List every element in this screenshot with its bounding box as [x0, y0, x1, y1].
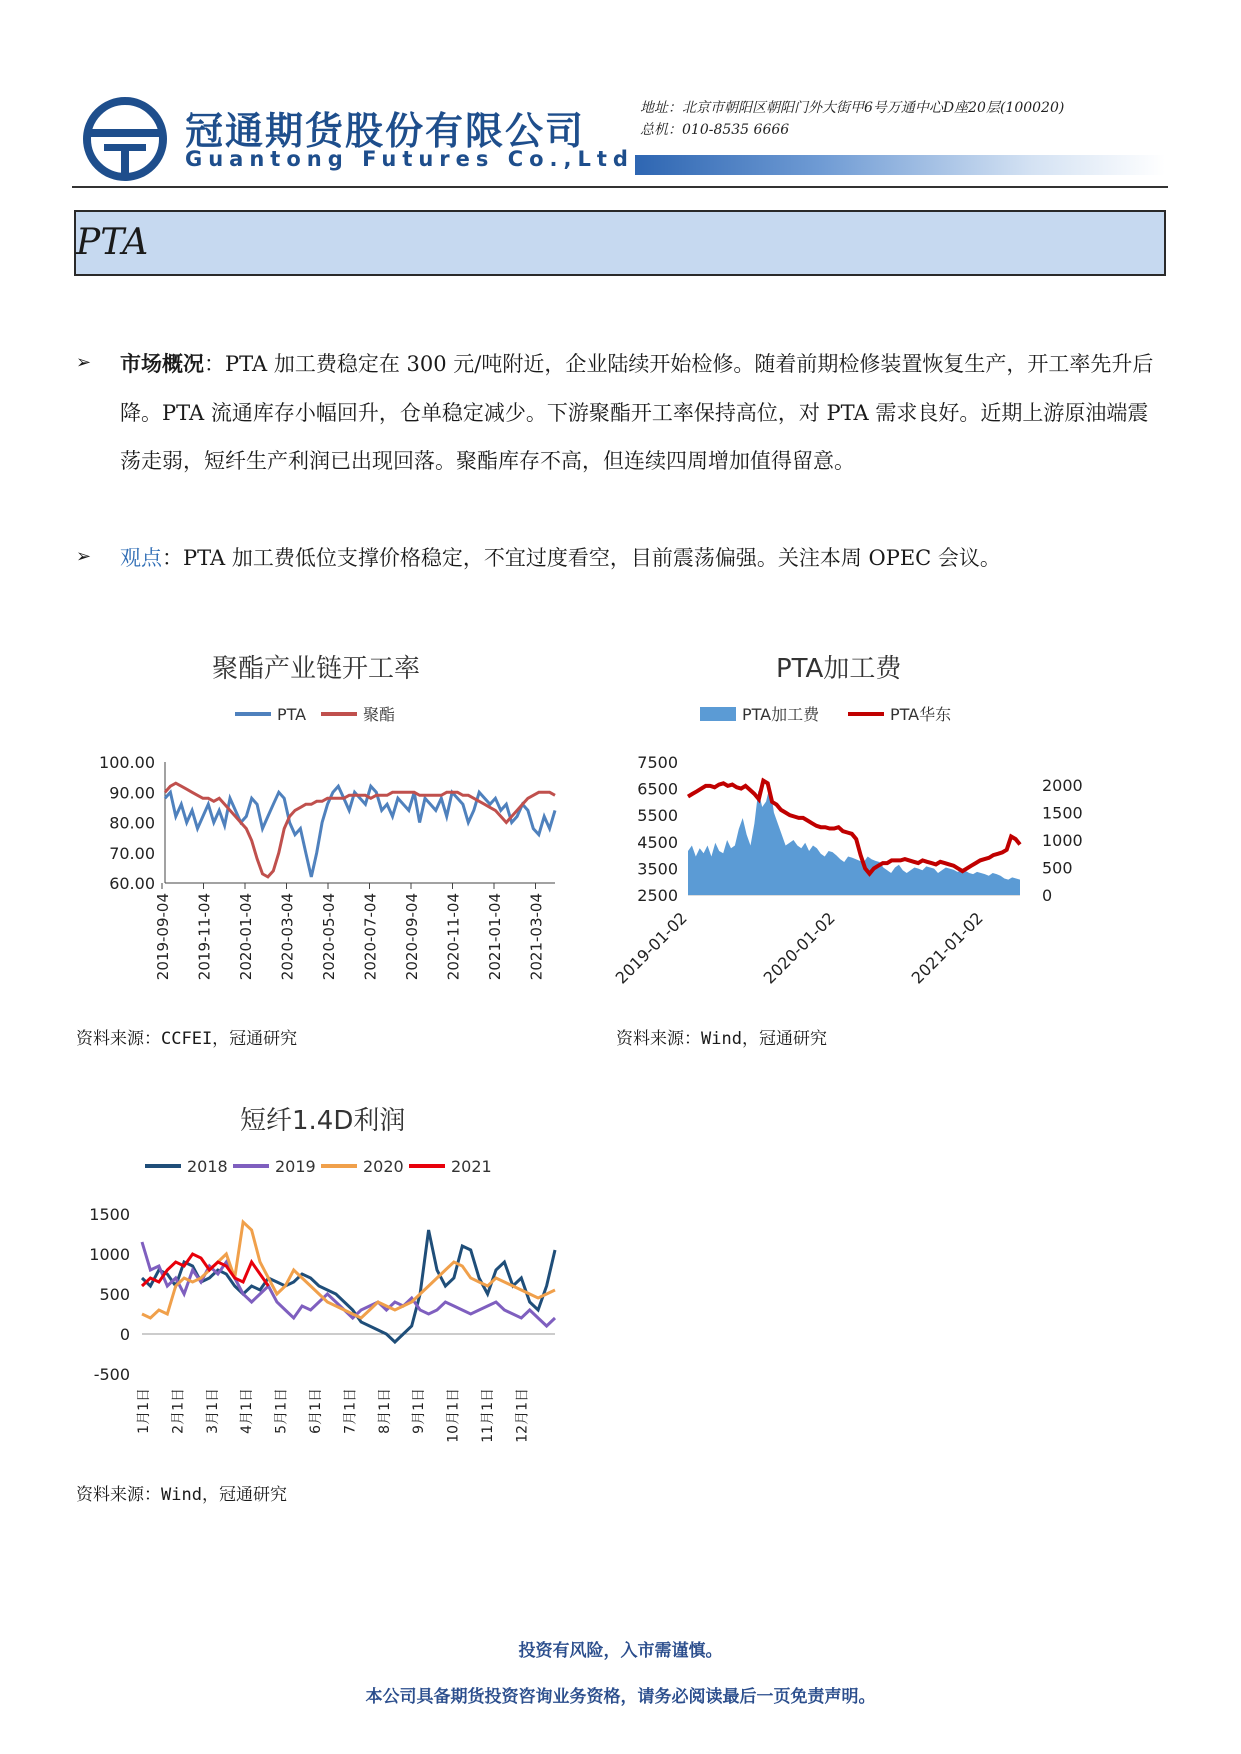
series-area-PTA加工费 [688, 785, 1020, 895]
legend-label: 2018 [187, 1157, 228, 1176]
x-tick-label: 2月1日 [170, 1388, 187, 1434]
series-line-PTA [165, 786, 555, 877]
x-tick-label: 2020-03-04 [278, 893, 297, 981]
y-left-tick-label: 5500 [637, 806, 678, 826]
x-tick-label: 2020-11-04 [444, 893, 463, 981]
y-right-tick-label: 0 [1042, 886, 1053, 905]
legend-label: PTA华东 [890, 705, 952, 724]
x-tick-label: 4月1日 [239, 1388, 256, 1434]
legend-label: PTA加工费 [742, 705, 820, 724]
series-line-2018 [142, 1230, 555, 1342]
y-left-tick-label: 4500 [637, 832, 678, 852]
chart2-title: PTA加工费 [776, 654, 902, 684]
bullet-icon: ➢ [76, 352, 92, 373]
legend-label: 2020 [363, 1157, 404, 1176]
x-tick-label: 8月1日 [376, 1388, 393, 1434]
x-tick-label: 2020-05-04 [320, 893, 338, 981]
y-left-tick-label: 6500 [637, 779, 678, 799]
x-tick-label: 9月1日 [411, 1388, 428, 1434]
market-overview-text: ：PTA 加工费稳定在 300 元/吨附近，企业陆续开始检修。随着前期检修装置恢复生产，开工率先升后降。PTA 流通库存小幅回升，仓单稳定减少。下游聚酯开工率保持高位，对 PTA 需求良好。近期上游原油端震荡走弱，短纤生产利润已出现回落。聚酯库存不高，但连续四周增加值得留意。 [120, 352, 1154, 473]
legend-swatch-0 [700, 707, 736, 721]
y-left-tick-label: 2500 [637, 886, 678, 905]
viewpoint-text: ：PTA 加工费低位支撑价格稳定，不宜过度看空，目前震荡偏强。关注本周 OPEC 会议。 [162, 546, 1001, 570]
x-tick-label: 2021-01-04 [486, 893, 504, 981]
y-right-tick-label: 2000 [1042, 776, 1083, 795]
legend-label: 2019 [275, 1157, 316, 1176]
chart3-title: 短纤1.4D利润 [240, 1106, 406, 1136]
y-left-tick-label: 3500 [637, 859, 678, 879]
legend-label: PTA [277, 705, 307, 724]
viewpoint-paragraph [120, 534, 1168, 583]
chart2-source: 资料来源：Wind，冠通研究 [616, 1029, 827, 1049]
chart1-source: 资料来源：CCFEI，冠通研究 [76, 1029, 298, 1049]
x-tick-label: 2020-07-04 [361, 893, 380, 981]
y-tick-label: 80.00 [109, 813, 155, 833]
y-tick-label: 70.00 [109, 843, 155, 863]
x-tick-label: 2021-01-02 [907, 908, 987, 988]
market-overview-paragraph [120, 340, 1168, 486]
x-tick-label: 2020-09-04 [403, 893, 421, 981]
company-address: 地址：北京市朝阳区朝阳门外大街甲6号万通中心D座20层(100020) [640, 100, 1065, 116]
chart1-operating-rate [70, 700, 590, 1010]
section-title: PTA [76, 222, 149, 263]
x-tick-label: 1月1日 [136, 1388, 152, 1434]
x-tick-label: 10月1日 [445, 1388, 462, 1443]
market-overview-lead: 市场概况 [120, 352, 204, 376]
bullet-icon: ➢ [76, 546, 92, 567]
company-phone: 总机：010-8535 6666 [640, 122, 790, 138]
x-tick-label: 2019-01-02 [611, 908, 691, 988]
x-tick-label: 11月1日 [480, 1388, 496, 1443]
x-tick-label: 6月1日 [308, 1388, 324, 1434]
chart3-source: 资料来源：Wind，冠通研究 [76, 1485, 287, 1505]
y-tick-label: 100.00 [99, 753, 155, 772]
y-tick-label: -500 [93, 1365, 130, 1384]
header-divider [72, 186, 1168, 188]
legend-label: 2021 [451, 1157, 492, 1176]
y-right-tick-label: 1500 [1042, 803, 1083, 823]
footer-risk-warning: 投资有风险，入市需谨慎。 [518, 1641, 723, 1661]
y-tick-label: 60.00 [109, 874, 155, 893]
x-tick-label: 2021-03-04 [527, 893, 546, 981]
x-tick-label: 2020-01-04 [237, 893, 255, 981]
y-tick-label: 500 [99, 1285, 130, 1304]
x-tick-label: 2020-01-02 [759, 908, 839, 988]
chart1-title: 聚酯产业链开工率 [212, 654, 421, 684]
chart3-staple-fiber-profit [70, 1152, 590, 1462]
y-right-tick-label: 500 [1042, 858, 1073, 878]
chart2-processing-fee [610, 700, 1110, 1010]
header-gradient-bar [635, 155, 1165, 175]
x-tick-label: 7月1日 [342, 1388, 359, 1434]
company-name-en: Guantong Futures Co.,Ltd [185, 147, 634, 171]
footer-disclaimer: 本公司具备期货投资咨询业务资格，请务必阅读最后一页免责声明。 [365, 1687, 876, 1707]
legend-label: 聚酯 [363, 705, 396, 724]
x-tick-label: 12月1日 [514, 1388, 531, 1443]
y-right-tick-label: 1000 [1042, 831, 1083, 850]
y-tick-label: 0 [119, 1325, 130, 1344]
x-tick-label: 3月1日 [204, 1388, 221, 1434]
y-tick-label: 1500 [89, 1205, 130, 1224]
section-title-box [74, 210, 1166, 276]
guantong-logo-icon [82, 96, 168, 182]
y-left-tick-label: 7500 [637, 753, 678, 772]
company-name-cn: 冠通期货股份有限公司 [185, 109, 586, 153]
x-tick-label: 2019-09-04 [154, 893, 172, 981]
viewpoint-lead: 观点 [120, 546, 162, 570]
y-tick-label: 90.00 [109, 783, 155, 803]
x-tick-label: 2019-11-04 [195, 893, 214, 981]
y-tick-label: 1000 [89, 1245, 130, 1264]
x-tick-label: 5月1日 [273, 1388, 290, 1434]
